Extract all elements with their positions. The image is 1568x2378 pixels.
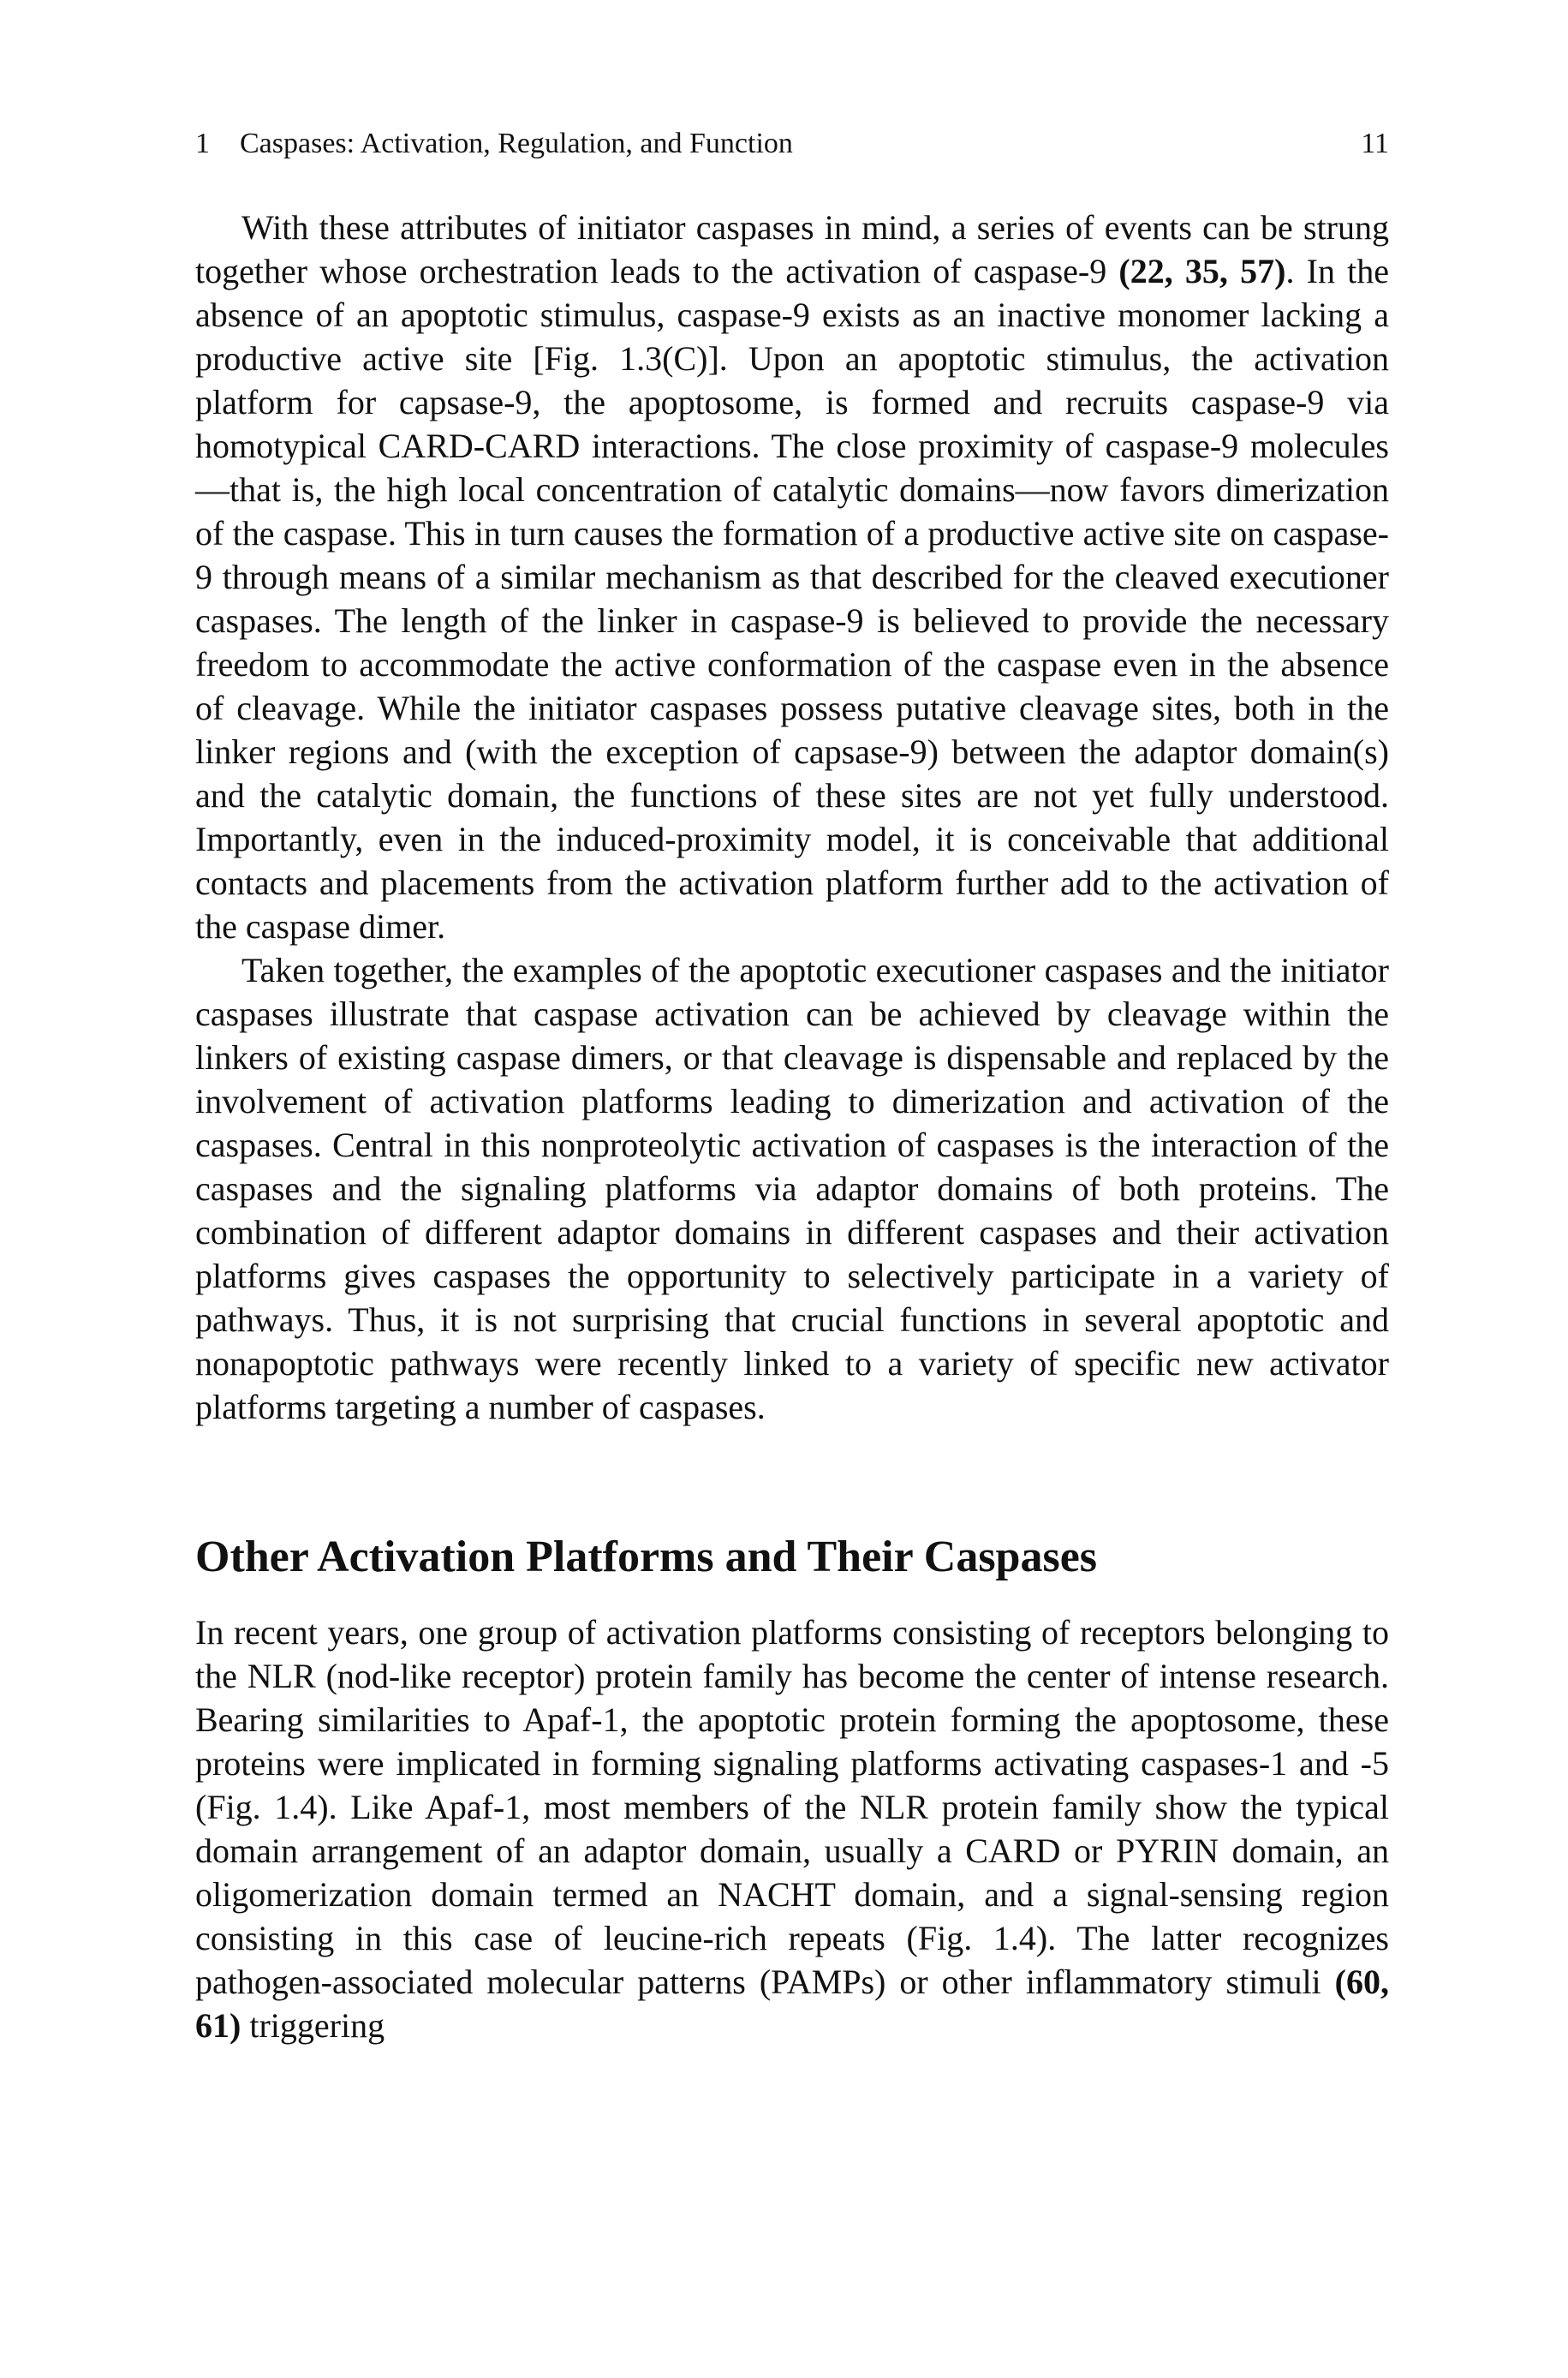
section-heading: Other Activation Platforms and Their Caspases (195, 1533, 1098, 1581)
body-text (195, 206, 1389, 2047)
paragraph-text: In recent years, one group of activation platforms consisting of receptors belonging to the NLR (nod-like receptor) protein family has become the center of intense research. Bearing similarities to Apaf-1, the apoptotic protein forming the apoptosome, these proteins were implicated in forming signaling platforms activating caspases-1 and -5 (Fig. 1.4). Like Apaf-1, most members of the NLR protein family show the typical domain arrangement of an adaptor domain, usually a CARD or PYRIN domain, an oligomerization domain termed an NACHT domain, and a signal-sensing region consisting in this case of leucine-rich repeats (Fig. 1.4). The latter recognizes pathogen-associated molecular patterns (PAMPs) or other inflammatory stimuli (195, 1613, 1389, 2001)
paragraph-nlr-platforms (195, 1610, 1389, 2047)
citation: (22, 35, 57) (1118, 252, 1286, 290)
paragraph-text: triggering (241, 2006, 385, 2045)
citation: (60, 61) (195, 1963, 1389, 2045)
paragraph-text: With these attributes of initiator caspases in mind, a series of events can be strung together whose orchestration leads to the activation of caspase-9 (195, 208, 1389, 290)
chapter-number: 1 (195, 128, 210, 159)
paragraph-summary: Taken together, the examples of the apoptotic executioner caspases and the initiator caspases illustrate that caspase activation can be achieved by cleavage within the linkers of existing caspase dimers, or that cleavage is dispensable and replaced by the involvement of activation platforms leading to dimerization and activation of the caspases. Central in this nonproteolytic activation of caspases is the interaction of the caspases and the signaling platforms via adaptor domains of both proteins. The combination of different adaptor domains in different caspases and their activation platforms gives caspases the opportunity to selectively participate in a variety of pathways. Thus, it is not surprising that crucial functions in several apoptotic and nonapoptotic pathways were recently linked to a variety of specific new activator platforms targeting a number of caspases. (195, 951, 1389, 1426)
page-number: 11 (1361, 128, 1389, 159)
chapter-title: Caspases: Activation, Regulation, and Function (240, 128, 793, 159)
paragraph-text: . In the absence of an apoptotic stimulus, caspase-9 exists as an inactive monomer lacking a productive active site [Fig. 1.3(C)]. Upon an apoptotic stimulus, the activation platform for capsase-9, the apoptosome, is formed and recruits caspase-9 via homotypical CARD-CARD interactions. The close proximity of caspase-9 molecules—that is, the high local concentration of catalytic domains—now favors dimerization of the caspase. This in turn causes the formation of a productive active site on caspase-9 through means of a similar mechanism as that described for the cleaved executioner caspases. The length of the linker in caspase-9 is believed to provide the necessary freedom to accommodate the active conformation of the caspase even in the absence of cleavage. While the initiator caspases possess putative cleavage sites, both in the linker regions and (with the exception of capsase-9) between the adaptor domain(s) and the catalytic domain, the functions of these sites are not yet fully understood. Importantly, even in the induced-proximity model, it is conceivable that additional contacts and placements from the activation platform further add to the activation of the caspase dimer. (195, 252, 1389, 946)
running-head (195, 125, 1389, 163)
paragraph-caspase9-activation (195, 206, 1389, 948)
